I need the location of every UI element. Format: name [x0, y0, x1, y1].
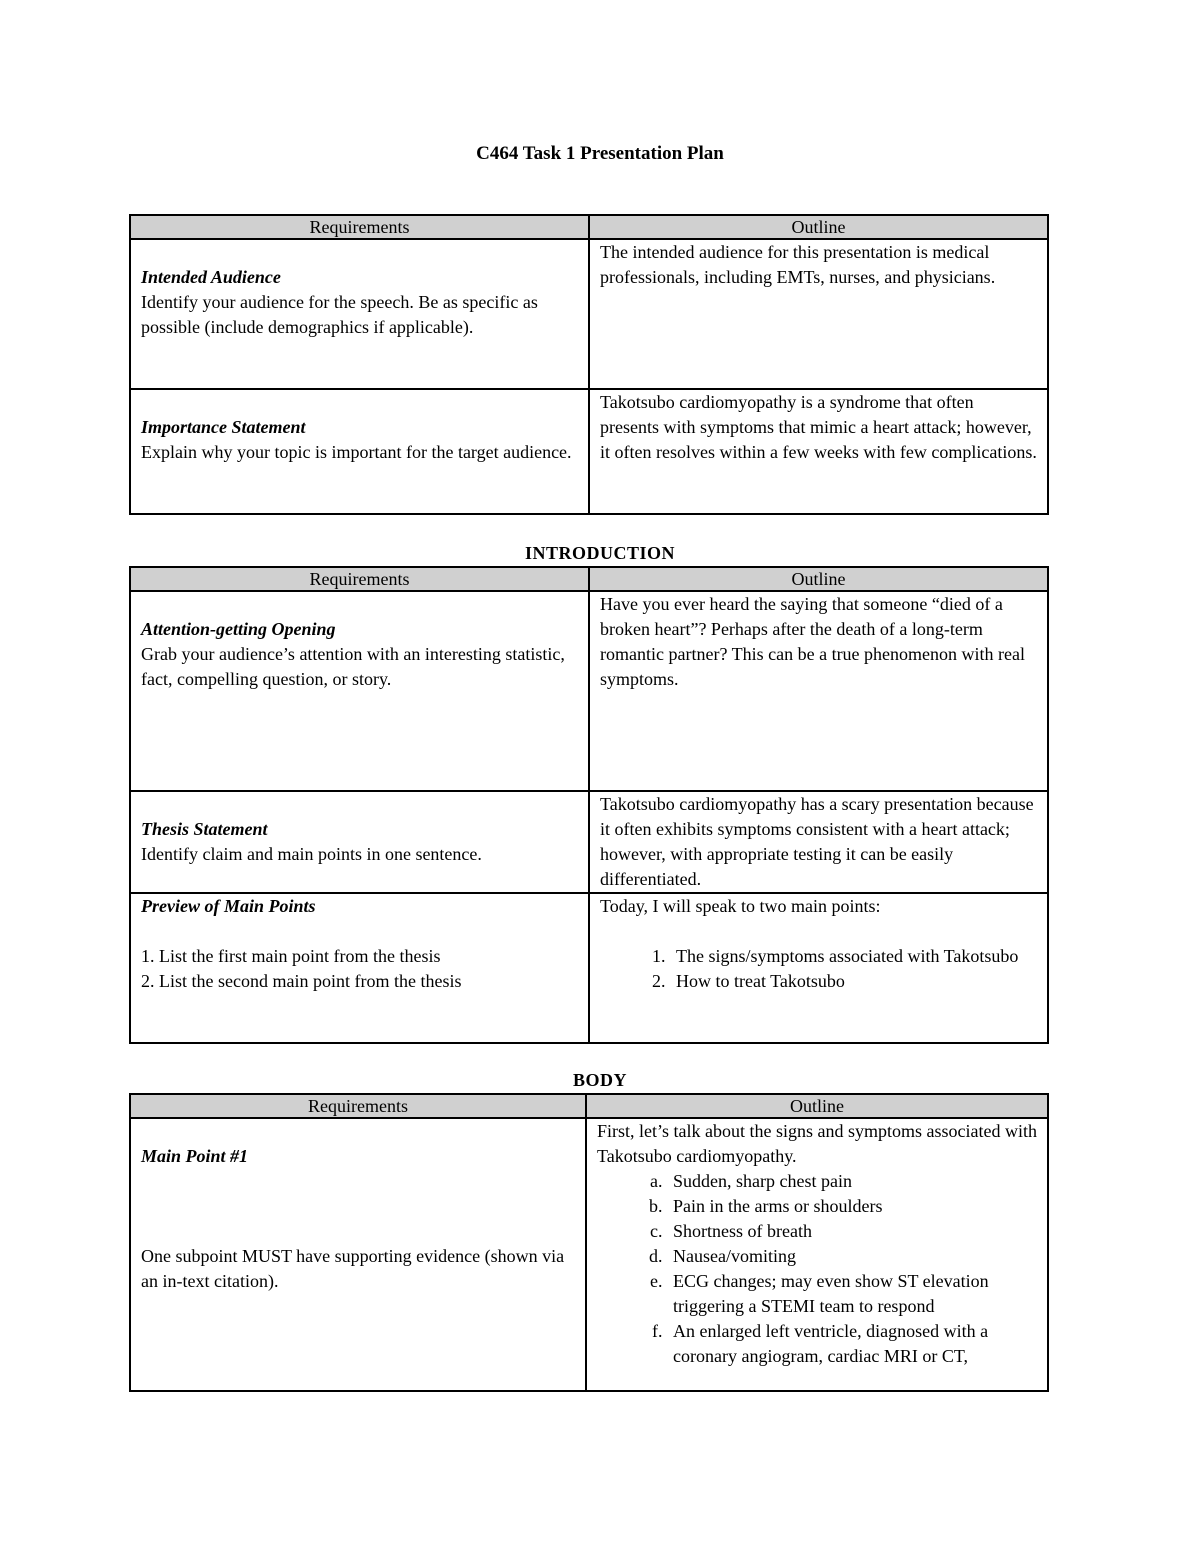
- outline-cell: [589, 239, 1048, 389]
- requirement-cell: [130, 791, 589, 893]
- table-row: [130, 591, 1048, 791]
- list-item: f. An enlarged left ventricle, diagnosed with a coronary angiogram, cardiac MRI or CT,: [667, 1319, 1037, 1369]
- outline-cell: [589, 591, 1048, 791]
- requirement-title: Preview of Main Points: [141, 896, 316, 916]
- requirement-cell: [130, 389, 589, 514]
- requirement-text: One subpoint MUST have supporting evidence (shown via an in-text citation).: [141, 1246, 565, 1291]
- requirement-text: Explain why your topic is important for the target audience.: [141, 442, 572, 462]
- list-item: 2. How to treat Takotsubo: [670, 969, 1037, 994]
- table-row: [130, 1118, 1048, 1391]
- requirements-header: Requirements: [130, 567, 589, 591]
- table-header-row: [130, 215, 1048, 239]
- outline-intro: First, let’s talk about the signs and symptoms associated with Takotsubo cardiomyopathy.: [597, 1121, 1037, 1166]
- requirement-cell: [130, 893, 589, 1043]
- requirement-cell: [130, 591, 589, 791]
- outline-cell: [589, 389, 1048, 514]
- list-item: a. Sudden, sharp chest pain: [667, 1169, 1037, 1194]
- requirement-title: Intended Audience: [141, 267, 281, 287]
- requirement-title: Importance Statement: [141, 417, 306, 437]
- outline-cell: [589, 893, 1048, 1043]
- outline-cell: [586, 1118, 1048, 1391]
- table-row: [130, 389, 1048, 514]
- introduction-heading: INTRODUCTION: [524, 543, 676, 563]
- requirements-header: Requirements: [130, 1094, 586, 1118]
- requirement-text: Grab your audience’s attention with an interesting statistic, fact, compelling question, or story.: [141, 644, 565, 689]
- outline-text: Takotsubo cardiomyopathy has a scary presentation because it often exhibits symptoms consistent with a heart attack; however, with appropriate testing it can be easily differentiated.: [600, 794, 1034, 889]
- outline-cell: [589, 791, 1048, 893]
- outline-header: Outline: [586, 1094, 1048, 1118]
- body-heading: BODY: [572, 1070, 627, 1090]
- requirement-cell: [130, 1118, 586, 1391]
- introduction-table: [129, 566, 1049, 1044]
- table-row: [130, 239, 1048, 389]
- audience-table: [129, 214, 1049, 515]
- table-header-row: [130, 567, 1048, 591]
- outline-text: Have you ever heard the saying that someone “died of a broken heart”? Perhaps after the death of a long-term romantic partner? This can be a true phenomenon with real symptoms.: [600, 594, 1026, 689]
- requirement-cell: [130, 239, 589, 389]
- main-points-list: [600, 944, 1037, 994]
- requirement-list-item: 1. List the first main point from the thesis: [141, 946, 441, 966]
- outline-text: Takotsubo cardiomyopathy is a syndrome that often presents with symptoms that mimic a heart attack; however, it often resolves within a few weeks with few complications.: [600, 392, 1037, 462]
- outline-header: Outline: [589, 567, 1048, 591]
- table-row: [130, 791, 1048, 893]
- requirement-title: Main Point #1: [141, 1146, 249, 1166]
- outline-intro: Today, I will speak to two main points:: [600, 896, 881, 916]
- body-table: [129, 1093, 1049, 1392]
- requirement-text: Identify your audience for the speech. Be as specific as possible (include demographics if applicable).: [141, 292, 538, 337]
- outline-text: The intended audience for this presentation is medical professionals, including EMTs, nurses, and physicians.: [600, 242, 996, 287]
- requirement-list-item: 2. List the second main point from the thesis: [141, 971, 462, 991]
- requirement-title: Thesis Statement: [141, 819, 268, 839]
- list-item: c. Shortness of breath: [667, 1219, 1037, 1244]
- list-item: 1. The signs/symptoms associated with Takotsubo: [670, 944, 1037, 969]
- requirements-header: Requirements: [130, 215, 589, 239]
- document-title: C464 Task 1 Presentation Plan: [476, 143, 724, 164]
- requirement-text: Identify claim and main points in one sentence.: [141, 844, 482, 864]
- outline-header: Outline: [589, 215, 1048, 239]
- table-header-row: [130, 1094, 1048, 1118]
- list-item: b. Pain in the arms or shoulders: [667, 1194, 1037, 1219]
- list-item: e. ECG changes; may even show ST elevation triggering a STEMI team to respond: [667, 1269, 1037, 1319]
- list-item: d. Nausea/vomiting: [667, 1244, 1037, 1269]
- symptoms-list: [597, 1169, 1037, 1369]
- table-row: [130, 893, 1048, 1043]
- requirement-title: Attention-getting Opening: [141, 619, 336, 639]
